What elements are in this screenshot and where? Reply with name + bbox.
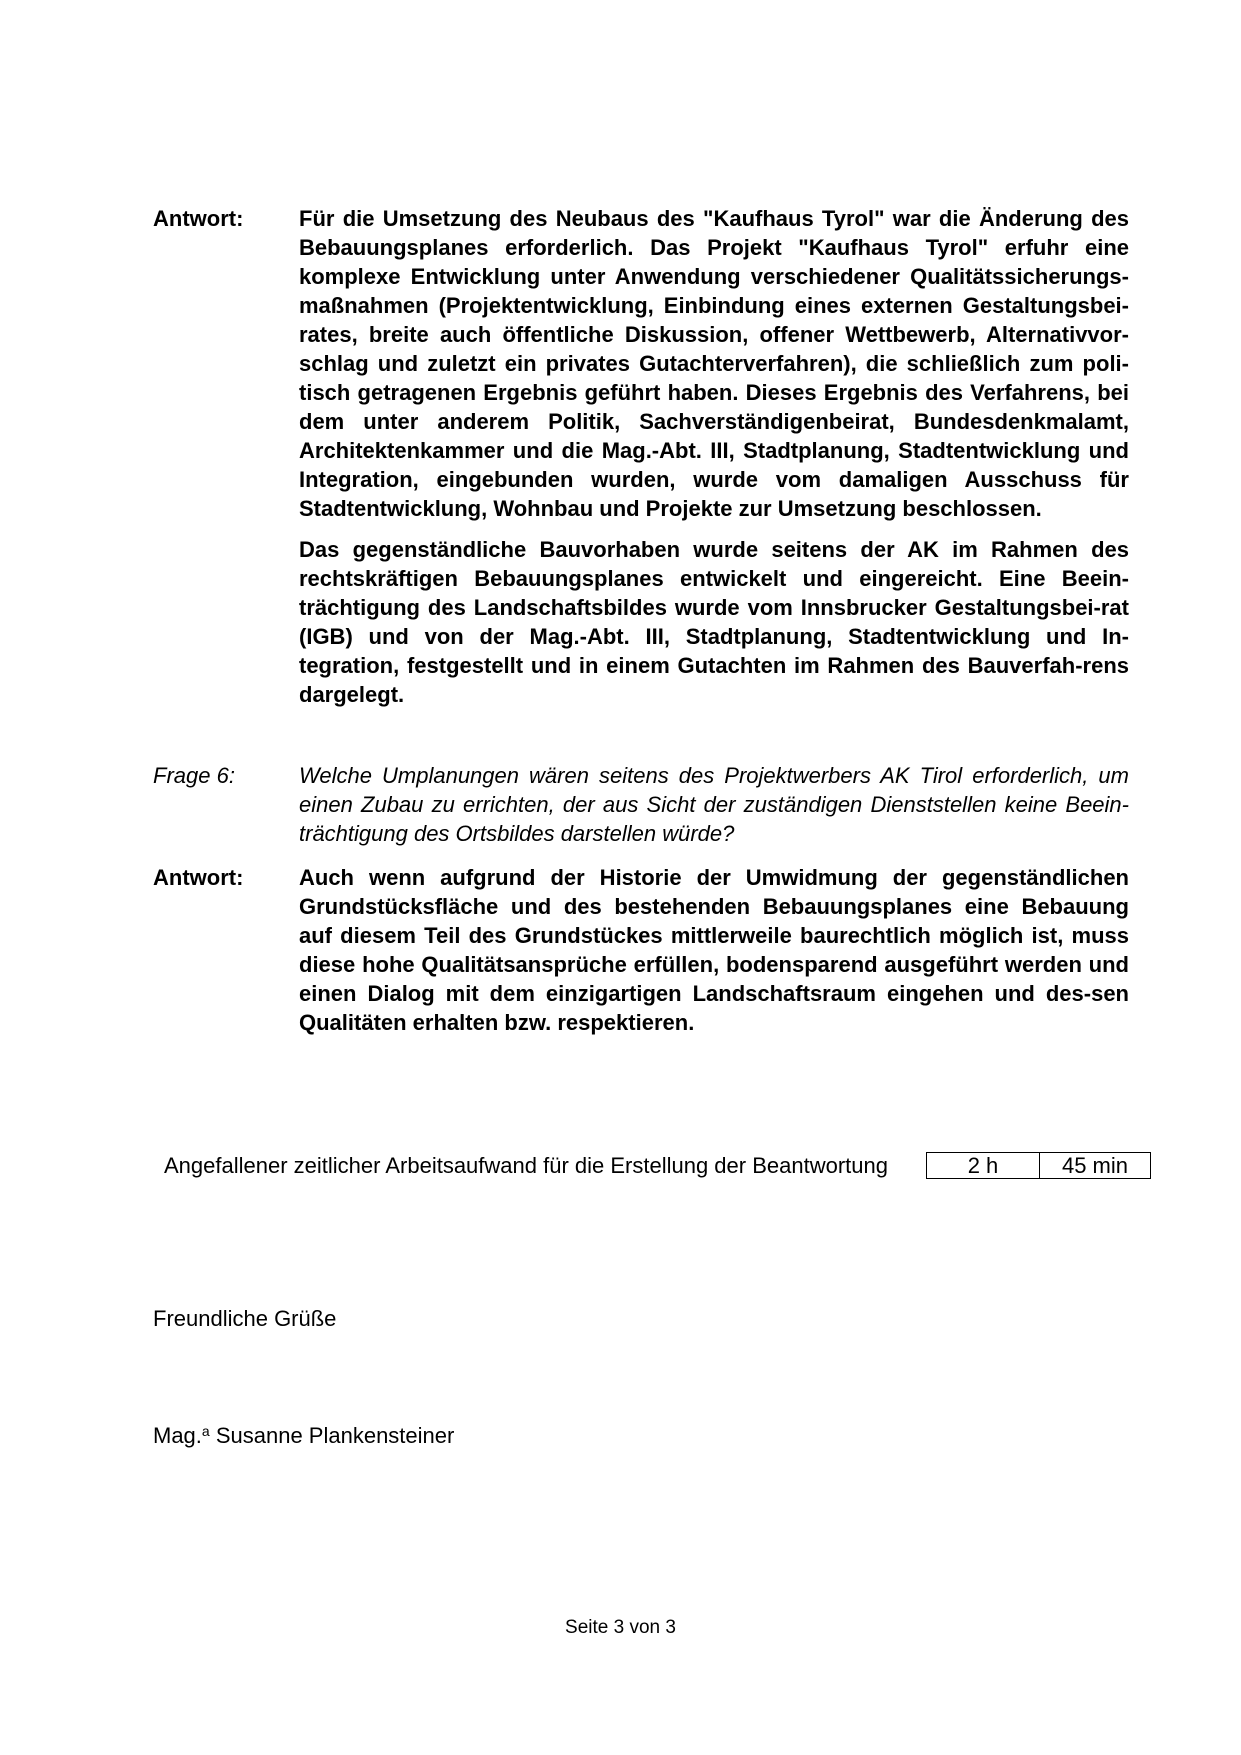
title-superscript: a [201,1423,210,1439]
page-number: Seite 3 von 3 [565,1617,676,1638]
effort-label: Angefallener zeitlicher Arbeitsaufwand für die Erstellung der Beantwortung [164,1153,888,1178]
answer-6-body [299,863,1129,1037]
effort-minutes: 45 min [1040,1153,1151,1179]
signer-name: Susanne Plankensteiner [215,1423,455,1448]
question-6-body [299,761,1129,848]
answer-paragraph-2: Das gegenständliche Bauvorhaben wurde seitens der AK im Rahmen des rechtskräftigen Bebauungsplanes entwickelt und eingereicht. Eine Beein-trächtigung des Landschaftsbildes wurde vom Innsbrucker Gestaltungsbei-rat (IGB) und von der Mag.-Abt. III, Stadtplanung, Stadtentwicklung und In-tegration, festgestellt und in einem Gutachten im Rahmen des Bauverfah-rens dargelegt. [299,537,1129,707]
answer-label: Antwort: [153,865,244,890]
answer-label: Antwort: [153,206,244,231]
signature-name [153,1417,454,1450]
answer-body-1 [299,204,1129,523]
question-6-text: Welche Umplanungen wären seitens des Projektwerbers AK Tirol erforderlich, um einen Zubau zu errichten, der aus Sicht der zuständigen Dienststellen keine Beein-trächtigung des Ortsbildes darstellen würde? [299,763,1129,846]
answer-paragraph-1: Für die Umsetzung des Neubaus des "Kaufhaus Tyrol" war die Änderung des Bebauungsplanes erforderlich. Das Projekt "Kaufhaus Tyrol" erfuhr eine komplexe Entwicklung unter Anwendung verschiedener Qualitätssicherungs-maßnahmen (Projektentwicklung, Einbindung eines externen Gestaltungsbei-rates, breite auch öffentliche Diskussion, offener Wettbewerb, Alternativvor-schlag und zuletzt ein privates Gutachterverfahren), die schließlich zum poli-tisch getragenen Ergebnis geführt haben. Dieses Ergebnis des Verfahrens, bei dem unter anderem Politik, Sachverständigenbeirat, Bundesdenkmalamt, Architektenkammer und die Mag.-Abt. III, Stadtplanung, Stadtentwicklung und Integration, eingebunden wurden, wurde vom damaligen Ausschuss für Stadtentwicklung, Wohnbau und Projekte zur Umsetzung beschlossen. [299,206,1129,521]
question-label: Frage 6: [153,763,235,788]
closing-greeting: Freundliche Grüße [153,1306,337,1331]
effort-hours: 2 h [927,1153,1040,1179]
effort-table [926,1152,1151,1179]
title-prefix: Mag. [153,1423,202,1448]
answer-6-text: Auch wenn aufgrund der Historie der Umwidmung der gegenständlichen Grundstücksfläche und des bestehenden Bebauungsplanes eine Bebauung auf diesem Teil des Grundstückes mittlerweile baurechtlich möglich ist, muss diese hohe Qualitätsansprüche erfüllen, bodensparend ausgeführt werden und einen Dialog mit dem einzigartigen Landschaftsraum eingehen und des-sen Qualitäten erhalten bzw. respektieren. [299,865,1129,1035]
answer-body-2 [299,535,1129,709]
